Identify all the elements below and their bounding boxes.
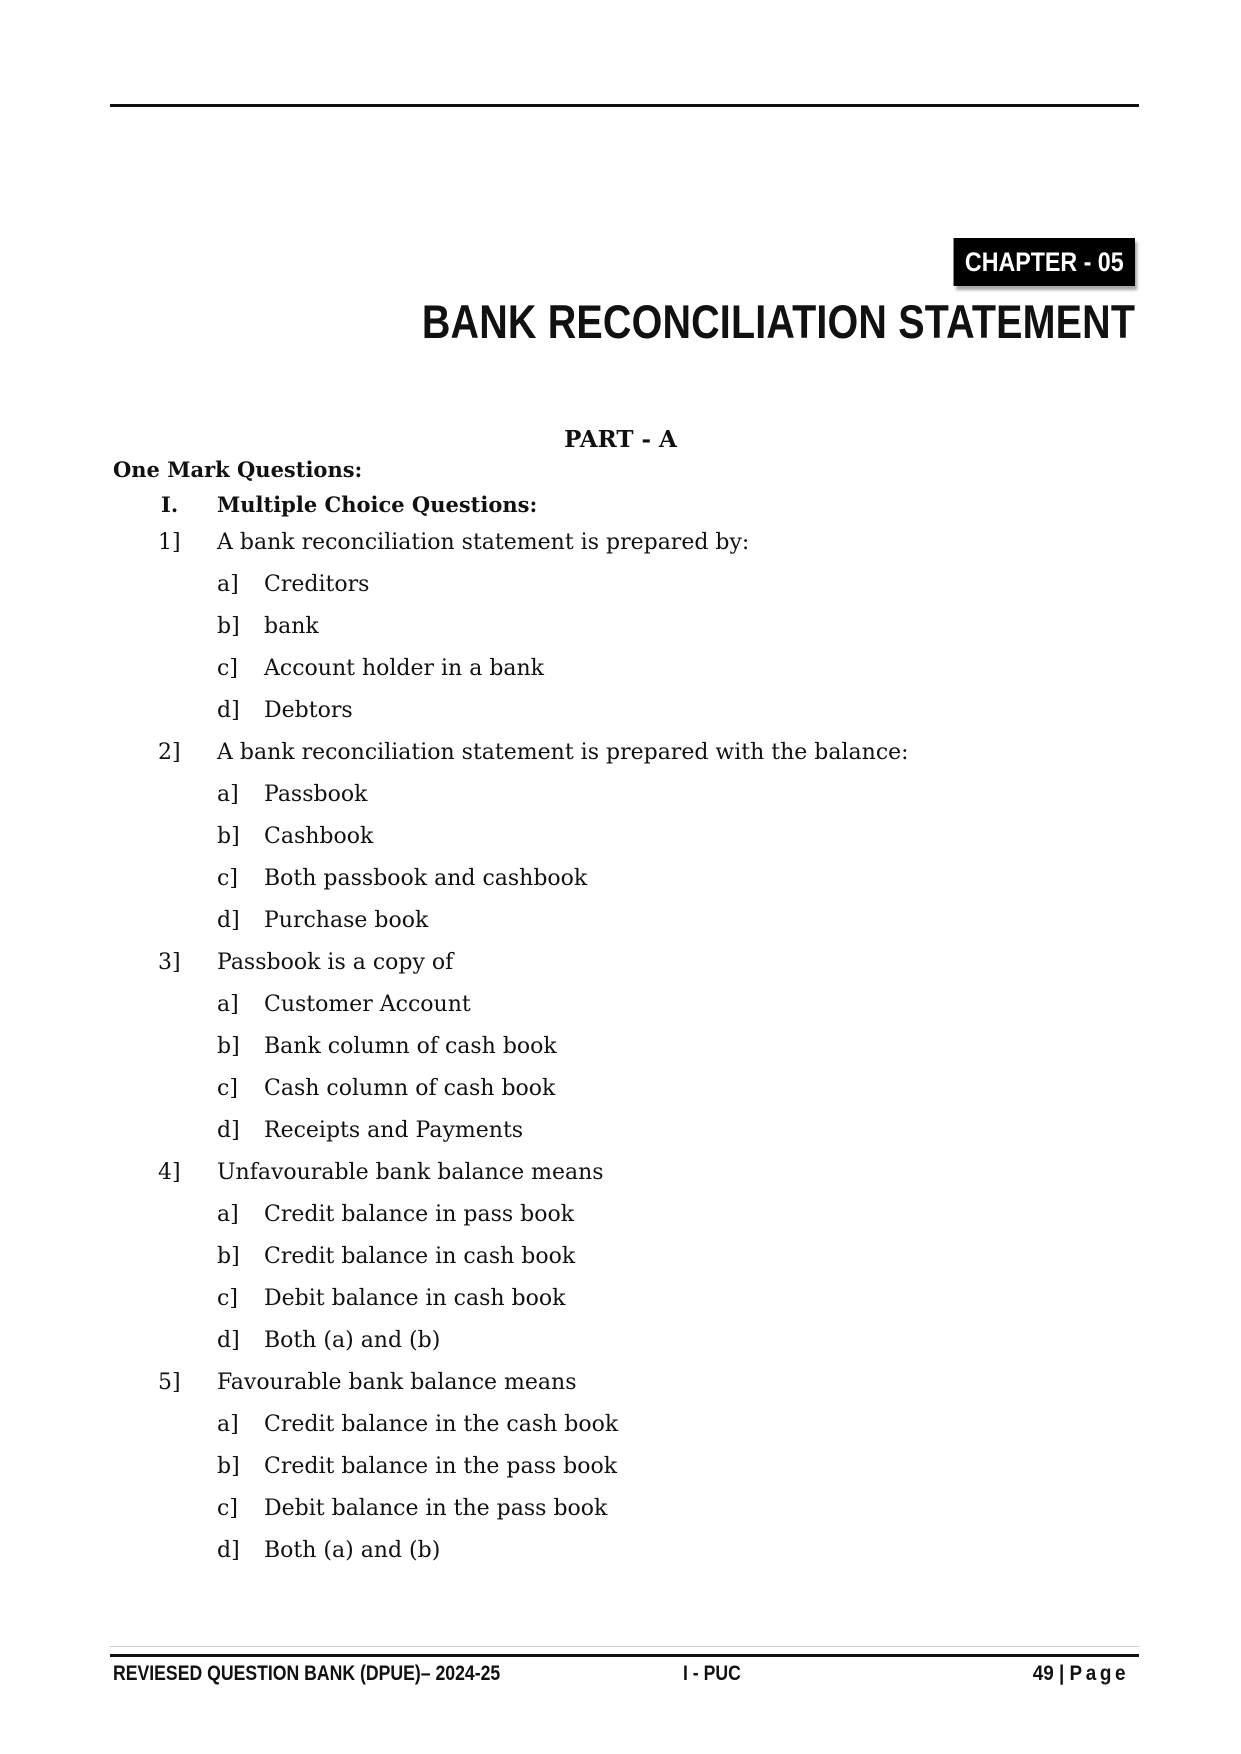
option-text: Debit balance in cash book [264, 1286, 566, 1311]
question-text: Passbook is a copy of [217, 950, 454, 975]
question-number: 5] [158, 1370, 181, 1395]
option-letter: d] [217, 698, 240, 723]
option-letter: c] [217, 1076, 238, 1101]
option-text: Account holder in a bank [264, 656, 545, 681]
option-text: Credit balance in the pass book [264, 1454, 618, 1479]
question-text: Unfavourable bank balance means [217, 1160, 604, 1185]
question-text: Favourable bank balance means [217, 1370, 577, 1395]
option-letter: c] [217, 866, 238, 891]
option-text: Debtors [264, 698, 353, 723]
chapter-title: BANK RECONCILIATION STATEMENT [421, 295, 1135, 348]
option-letter: d] [217, 908, 240, 933]
option-letter: b] [217, 614, 240, 639]
option-text: Credit balance in cash book [264, 1244, 576, 1269]
option-text: Debit balance in the pass book [264, 1496, 608, 1521]
option-letter: b] [217, 1034, 240, 1059]
option-letter: a] [217, 992, 239, 1017]
part-heading: PART - A [564, 426, 677, 453]
question-number: 4] [158, 1160, 181, 1185]
option-letter: b] [217, 824, 240, 849]
option-letter: a] [217, 1202, 239, 1227]
page-separator: | [1058, 1662, 1065, 1685]
option-letter: c] [217, 1286, 238, 1311]
option-letter: c] [217, 1496, 238, 1521]
option-text: Credit balance in pass book [264, 1202, 575, 1227]
sub-heading-numeral: I. [161, 492, 179, 517]
question-number: 3] [158, 950, 181, 975]
option-letter: c] [217, 656, 238, 681]
option-letter: d] [217, 1118, 240, 1143]
page-number: 49 [1032, 1662, 1054, 1685]
option-text: Both (a) and (b) [264, 1328, 441, 1353]
option-text: Both passbook and cashbook [264, 866, 588, 891]
option-letter: a] [217, 572, 239, 597]
option-letter: d] [217, 1538, 240, 1563]
option-text: Both (a) and (b) [264, 1538, 441, 1563]
option-letter: b] [217, 1454, 240, 1479]
footer-class: I - PUC [683, 1662, 741, 1685]
footer-rule-thin [110, 1646, 1139, 1647]
footer-rule [110, 1654, 1139, 1657]
option-text: Passbook [264, 782, 368, 807]
question-number: 1] [158, 530, 181, 555]
question-text: A bank reconciliation statement is prepared with the balance: [217, 740, 909, 765]
option-text: Cash column of cash book [264, 1076, 556, 1101]
option-letter: a] [217, 1412, 239, 1437]
question-text: A bank reconciliation statement is prepared by: [217, 530, 750, 555]
question-number: 2] [158, 740, 181, 765]
option-text: Credit balance in the cash book [264, 1412, 619, 1437]
option-text: Receipts and Payments [264, 1118, 524, 1143]
footer-page [1033, 1662, 1129, 1686]
option-text: Cashbook [264, 824, 374, 849]
option-text: Purchase book [264, 908, 429, 933]
chapter-badge: CHAPTER - 05 [954, 238, 1135, 286]
section-heading: One Mark Questions: [113, 457, 363, 482]
sub-heading-title: Multiple Choice Questions: [217, 492, 538, 517]
option-letter: d] [217, 1328, 240, 1353]
option-text: bank [264, 614, 319, 639]
option-text: Customer Account [264, 992, 471, 1017]
footer-title: REVIESED QUESTION BANK (DPUE)– 2024-25 [113, 1662, 501, 1685]
option-text: Bank column of cash book [264, 1034, 557, 1059]
option-text: Creditors [264, 572, 370, 597]
option-letter: a] [217, 782, 239, 807]
option-letter: b] [217, 1244, 240, 1269]
page-word: Page [1069, 1662, 1129, 1685]
